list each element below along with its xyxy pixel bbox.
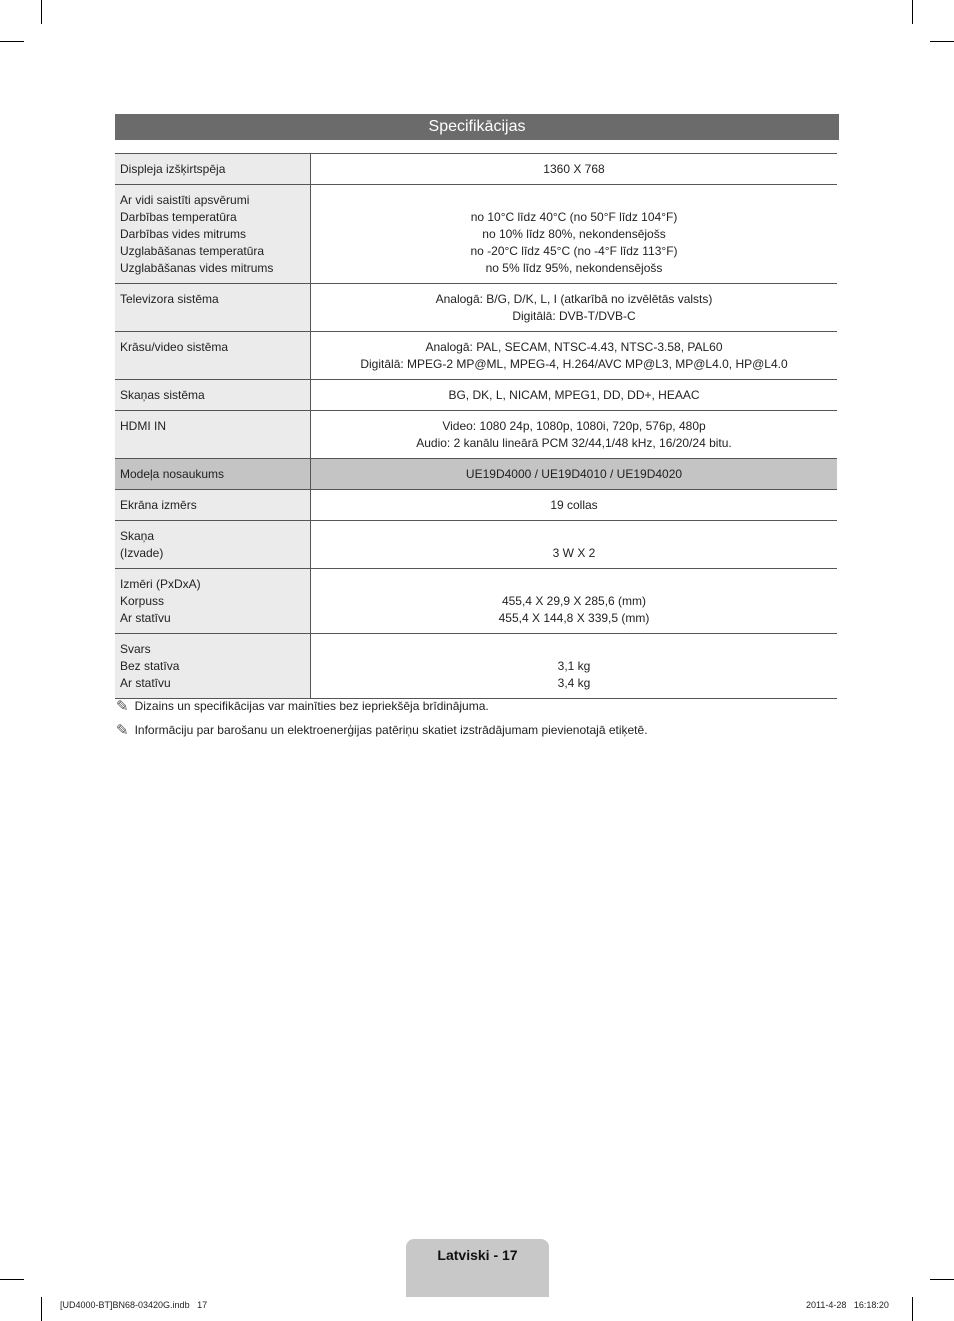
spec-value-line: Analogā: PAL, SECAM, NTSC-4.43, NTSC-3.58, PAL60 <box>425 340 723 354</box>
page-number: Latviski - 17 <box>437 1247 518 1263</box>
note-text: Dizains un specifikācijas var mainīties bez iepriekšēja brīdinājuma. <box>134 699 489 713</box>
crop-mark <box>0 1279 24 1280</box>
spec-value-line: Digitālā: DVB-T/DVB-C <box>512 309 636 323</box>
crop-mark <box>41 0 42 24</box>
spec-row <box>115 490 837 521</box>
spec-table <box>115 153 837 699</box>
spec-label <box>115 490 311 521</box>
spec-value-line: 455,4 X 29,9 X 285,6 (mm) <box>501 594 647 608</box>
spec-label-line: Izmēri (PxDxA) <box>120 577 201 591</box>
spec-label-line: Ar statīvu <box>120 611 171 625</box>
spec-value <box>311 284 838 332</box>
spec-label-line: Darbības vides mitrums <box>120 227 247 241</box>
spec-value-line: UE19D4000 / UE19D4010 / UE19D4020 <box>465 467 683 481</box>
spec-label-line: Displeja izšķirtspēja <box>120 162 226 176</box>
spec-row <box>115 411 837 459</box>
crop-mark <box>930 1279 954 1280</box>
crop-mark <box>912 1297 913 1321</box>
spec-value-line: Audio: 2 kanālu lineārā PCM 32/44,1/48 kHz, 16/20/24 bitu. <box>416 436 732 450</box>
spec-row <box>115 332 837 380</box>
spec-value <box>311 411 838 459</box>
spec-value-line: no -20°C līdz 45°C (no -4°F līdz 113°F) <box>470 244 678 258</box>
spec-label-line: Modeļa nosaukums <box>120 467 225 481</box>
spec-value-line: 19 collas <box>550 498 598 512</box>
spec-label-line: (Izvade) <box>120 546 164 560</box>
spec-value <box>311 185 838 284</box>
spec-label <box>115 154 311 185</box>
spec-value-line: no 10°C līdz 40°C (no 50°F līdz 104°F) <box>470 210 678 224</box>
spec-label <box>115 284 311 332</box>
spec-label <box>115 459 311 490</box>
spec-label <box>115 521 311 569</box>
spec-label-line: Ar statīvu <box>120 676 171 690</box>
spacer <box>315 528 833 545</box>
spec-value <box>311 380 838 411</box>
spec-value-line: 3,4 kg <box>557 676 591 690</box>
spec-label <box>115 332 311 380</box>
note-item <box>116 694 648 718</box>
section-title: Specifikācijas <box>115 114 839 140</box>
crop-mark <box>0 41 24 42</box>
spec-value-line: 3 W X 2 <box>552 546 596 560</box>
spec-table-body <box>115 154 837 699</box>
spec-label-line: HDMI IN <box>120 419 166 433</box>
pencil-note-icon: ✎ <box>116 698 129 715</box>
pencil-note-icon: ✎ <box>116 722 129 739</box>
spec-value-line: Digitālā: MPEG-2 MP@ML, MPEG-4, H.264/AVC MP@L3, MP@L4.0, HP@L4.0 <box>360 357 788 371</box>
spec-value <box>311 569 838 634</box>
spec-value-line: Video: 1080 24p, 1080p, 1080i, 720p, 576p, 480p <box>442 419 706 433</box>
footer-file-info: [UD4000-BT]BN68-03420G.indb 17 <box>60 1300 208 1310</box>
spec-label-line: Skaņa <box>120 529 155 543</box>
spec-value-line: Analogā: B/G, D/K, L, I (atkarībā no izvēlētās valsts) <box>435 292 713 306</box>
spec-label <box>115 569 311 634</box>
spec-value <box>311 634 838 699</box>
spec-label-line: Darbības temperatūra <box>120 210 237 224</box>
spec-label-line: Skaņas sistēma <box>120 388 205 402</box>
spec-value <box>311 154 838 185</box>
spacer <box>315 192 833 209</box>
spec-row <box>115 154 837 185</box>
crop-mark <box>930 41 954 42</box>
spec-label-line: Televizora sistēma <box>120 292 219 306</box>
crop-mark <box>41 1297 42 1321</box>
spacer <box>315 576 833 593</box>
crop-mark <box>912 0 913 24</box>
spec-label-line: Bez statīva <box>120 659 180 673</box>
spec-value-line: no 5% līdz 95%, nekondensējošs <box>485 261 663 275</box>
notes-list <box>116 694 648 742</box>
spec-row <box>115 569 837 634</box>
spec-row <box>115 634 837 699</box>
spec-value-line: 455,4 X 144,8 X 339,5 (mm) <box>498 611 650 625</box>
spec-value-line: 3,1 kg <box>557 659 591 673</box>
spec-row <box>115 185 837 284</box>
spec-row <box>115 459 837 490</box>
spec-label-line: Ekrāna izmērs <box>120 498 197 512</box>
spec-value-line: BG, DK, L, NICAM, MPEG1, DD, DD+, HEAAC <box>448 388 700 402</box>
spec-label-line: Ar vidi saistīti apsvērumi <box>120 193 250 207</box>
spec-label <box>115 185 311 284</box>
spec-label-line: Krāsu/video sistēma <box>120 340 229 354</box>
note-item <box>116 718 648 742</box>
spec-label-line: Uzglabāšanas temperatūra <box>120 244 265 258</box>
spec-label <box>115 411 311 459</box>
footer-timestamp: 2011-4-28 16:18:20 <box>806 1300 889 1310</box>
spec-label-line: Uzglabāšanas vides mitrums <box>120 261 274 275</box>
spec-value <box>311 459 838 490</box>
spacer <box>315 641 833 658</box>
spec-label-line: Svars <box>120 642 151 656</box>
spec-row <box>115 284 837 332</box>
spec-label <box>115 634 311 699</box>
spec-row <box>115 521 837 569</box>
spec-value-line: no 10% līdz 80%, nekondensējošs <box>482 227 666 241</box>
spec-label <box>115 380 311 411</box>
spec-row <box>115 380 837 411</box>
note-text: Informāciju par barošanu un elektroenerģijas patēriņu skatiet izstrādājumam pievienotajā etiķetē. <box>134 723 648 737</box>
spec-value <box>311 490 838 521</box>
spec-value <box>311 332 838 380</box>
spec-value <box>311 521 838 569</box>
spec-label-line: Korpuss <box>120 594 165 608</box>
spec-value-line: 1360 X 768 <box>543 162 605 176</box>
page-number-tab <box>406 1239 549 1297</box>
